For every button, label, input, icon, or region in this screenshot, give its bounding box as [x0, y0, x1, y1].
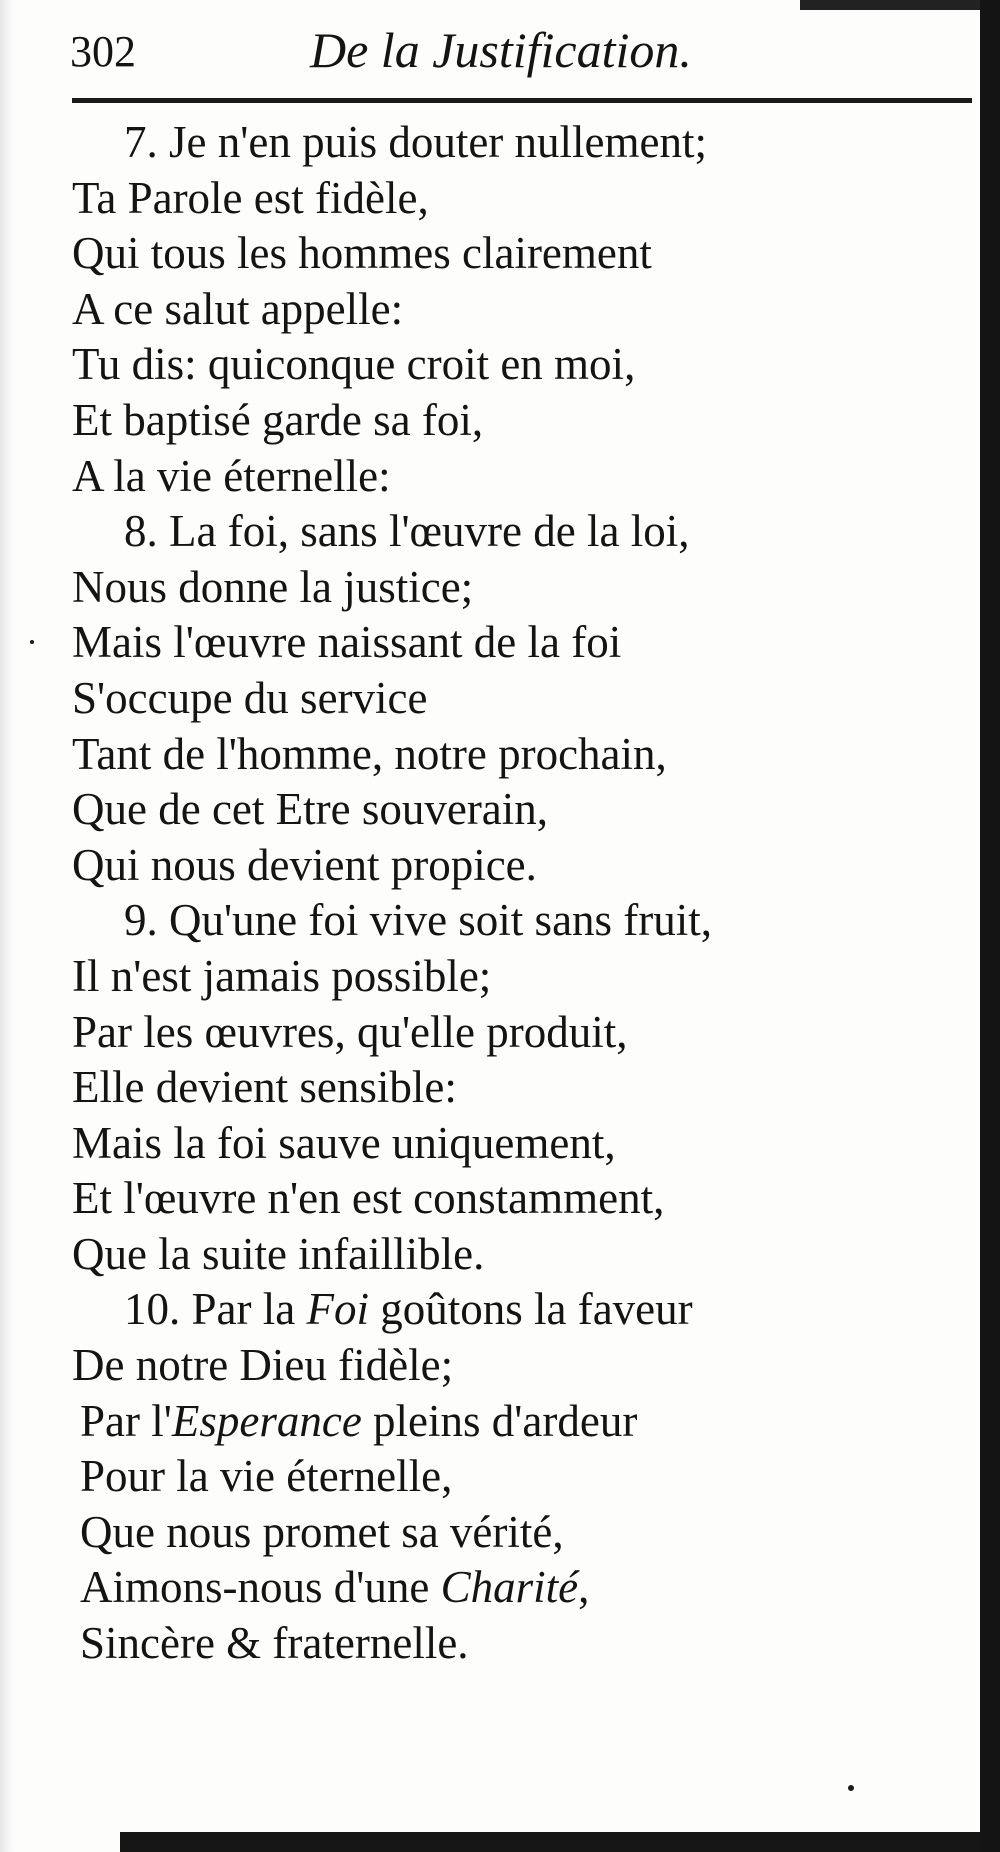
running-title: De la Justification.: [310, 22, 692, 78]
verse-line: 9. Qu'une foi vive soit sans fruit,: [124, 895, 713, 946]
header-rule: [72, 98, 972, 103]
verse-italic-word: Esperance: [171, 1395, 362, 1446]
scan-border-top: [800, 0, 980, 10]
verse-line: 7. Je n'en puis douter nullement;: [124, 117, 708, 167]
verse-text: 10. Par la: [124, 1284, 307, 1335]
verse-line: Sincère & fraternelle.: [80, 1618, 469, 1669]
verse-line: Que nous promet sa vérité,: [80, 1506, 564, 1557]
verse-text: ,: [578, 1562, 590, 1613]
verse-line: Que de cet Etre souverain,: [72, 784, 549, 835]
verse-line: Mais la foi sauve uniquement,: [72, 1117, 616, 1168]
verse-line: Il n'est jamais possible;: [72, 950, 492, 1001]
ink-speck: [30, 640, 34, 644]
verse-line: Mais l'œuvre naissant de la foi: [72, 617, 622, 668]
verse-line: Qui nous devient propice.: [72, 839, 537, 890]
scan-border-bottom: [120, 1832, 980, 1852]
verse-line: Elle devient sensible:: [72, 1062, 457, 1113]
verse-line: Et baptisé garde sa foi,: [72, 394, 484, 445]
verse-line: [72, 1560, 972, 1616]
verse-line: Par les œuvres, qu'elle produit,: [72, 1006, 628, 1057]
verse-line: Et l'œuvre n'en est constamment,: [72, 1173, 665, 1224]
verse-line: Nous donne la justice;: [72, 561, 474, 612]
verse-italic-word: Foi: [306, 1284, 369, 1335]
verse-line: Tant de l'homme, notre prochain,: [72, 728, 667, 779]
verse-line: A la vie éternelle:: [72, 450, 391, 501]
verse-line: Que la suite infaillible.: [72, 1228, 485, 1279]
verse-text: Par l': [80, 1395, 172, 1446]
verse-italic-word: Charité: [440, 1562, 579, 1613]
verse-line: [72, 1394, 972, 1450]
verse-line: Ta Parole est fidèle,: [72, 172, 429, 223]
verse-text: Aimons-nous d'une: [80, 1562, 441, 1613]
hymn-text: [72, 115, 972, 1672]
verse-line: S'occupe du service: [72, 672, 428, 723]
verse-line: [72, 1282, 972, 1338]
verse-line: De notre Dieu fidèle;: [72, 1340, 454, 1391]
verse-line: Tu dis: quiconque croit en moi,: [72, 339, 636, 390]
page-header: [70, 18, 970, 88]
verse-text: goûtons la faveur: [368, 1284, 693, 1335]
verse-line: A ce salut appelle:: [72, 283, 404, 334]
page-number: 302: [70, 27, 136, 76]
page-edge-shadow: [980, 0, 1000, 1852]
ink-speck: [848, 1785, 854, 1791]
page-gutter-shadow: [0, 0, 16, 1852]
verse-line: 8. La foi, sans l'œuvre de la loi,: [124, 506, 690, 557]
verse-text: pleins d'ardeur: [361, 1395, 638, 1446]
verse-line: Qui tous les hommes clairement: [72, 228, 652, 279]
verse-line: Pour la vie éternelle,: [80, 1451, 453, 1502]
